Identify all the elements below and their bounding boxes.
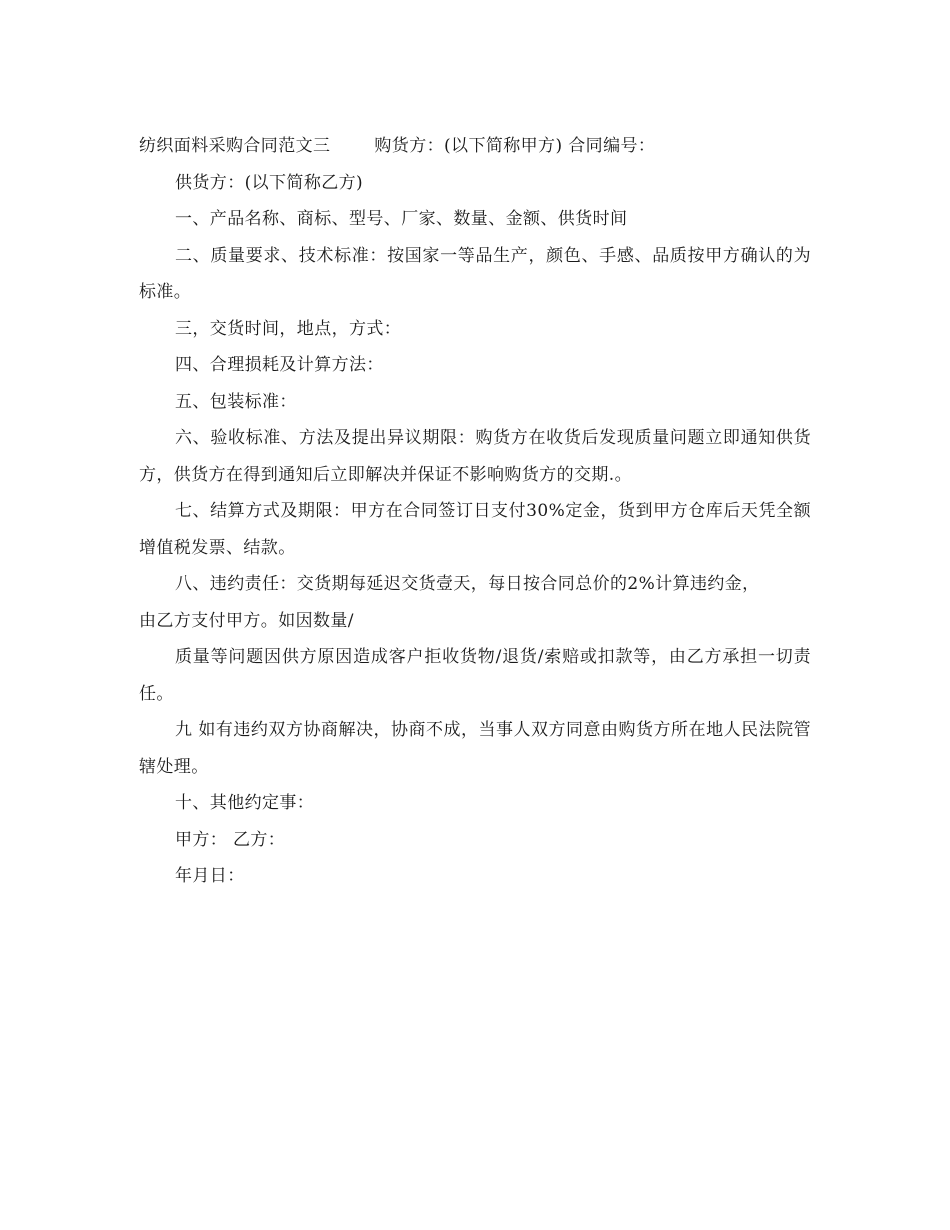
clause-5-packaging: 五、包装标准： — [175, 391, 297, 412]
clause-1-product: 一、产品名称、商标、型号、厂家、数量、金额、供货时间 — [175, 209, 628, 229]
signature-parties: 甲方： 乙方： — [175, 829, 286, 850]
clause-8-liability-continued: 由乙方支付甲方。如因数量/ — [139, 610, 354, 631]
clause-7-settlement: 七、结算方式及期限：甲方在合同签订日支付30%定金，货到甲方仓库后天凭全额增值税发票、结款。 — [139, 501, 811, 558]
buyer-and-contract-number: 购货方：(以下简称甲方) 合同编号： — [374, 136, 656, 156]
clause-6-acceptance: 六、验收标准、方法及提出异议期限：购货方在收货后发现质量问题立即通知供货方，供货方在得到通知后立即解决并保证不影响购货方的交期.。 — [139, 428, 811, 485]
contract-body — [139, 128, 811, 895]
clause-10-other: 十、其他约定事： — [175, 793, 315, 813]
contract-header-line — [139, 128, 811, 165]
clause-4-loss: 四、合理损耗及计算方法： — [175, 355, 384, 375]
clause-8-liability: 八、违约责任：交货期每延迟交货壹天，每日按合同总价的2%计算违约金， — [175, 574, 760, 594]
contract-title: 纺织面料采购合同范文三 — [139, 136, 331, 156]
clause-9-dispute: 九 如有违约双方协商解决，协商不成，当事人双方同意由购货方所在地人民法院管辖处理。 — [139, 720, 811, 777]
clause-2-quality: 二、质量要求、技术标准：按国家一等品生产，颜色、手感、品质按甲方确认的为标准。 — [139, 245, 811, 302]
clause-8-liability-quality: 质量等问题因供方原因造成客户拒收货物/退货/索赔或扣款等，由乙方承担一切责任。 — [139, 647, 811, 704]
supplier-line: 供货方：(以下简称乙方) — [175, 172, 364, 193]
signature-date: 年月日： — [175, 866, 245, 886]
clause-3-delivery: 三，交货时间，地点，方式： — [175, 318, 402, 339]
